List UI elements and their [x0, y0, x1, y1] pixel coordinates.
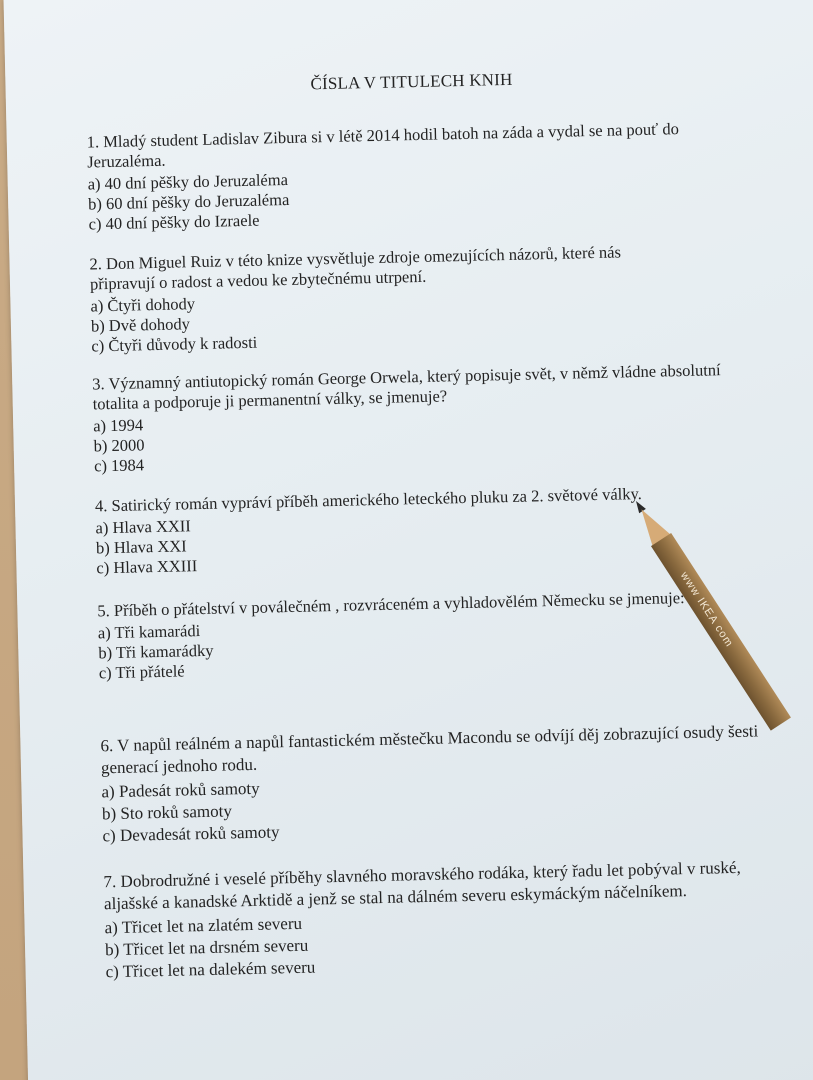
answer-option-c: c) Hlava XXIII	[96, 556, 198, 578]
question-text: 1. Mladý student Ladislav Zibura si v létě 2014 hodil batoh na záda a vydal se na pouť do Jeruzaléma.	[86, 119, 680, 172]
pencil-imprint: www IKEA com	[651, 533, 791, 731]
answer-option-b: b) Dvě dohody	[90, 314, 191, 336]
answer-option-a: a) Čtyři dohody	[90, 294, 196, 316]
answer-option-c: c) 40 dní pěšky do Izraele	[88, 210, 260, 234]
quiz-sheet	[4, 0, 813, 1080]
question-3	[92, 360, 734, 476]
question-7	[103, 856, 795, 984]
question-text: 2. Don Miguel Ruiz v této knize vysvětluje zdroje omezujících názorů, které nás připravují o radost a vedou ke zbytečnému utrpení.	[89, 242, 622, 294]
question-text: 6. V napůl reálném a napůl fantastickém městečku Macondu se odvíjí děj zobrazující osudy šesti generací jednoho rodu.	[100, 721, 759, 778]
answer-option-b: b) 60 dní pěšky do Jeruzaléma	[87, 189, 290, 214]
answer-option-a: a) Tři kamarádi	[97, 621, 201, 643]
answer-option-c: c) Třicet let na dalekém severu	[105, 957, 316, 982]
answer-option-c: c) Tři přátelé	[98, 661, 185, 683]
question-5	[97, 588, 699, 684]
answer-option-c: c) 1984	[93, 455, 145, 476]
answer-option-c: c) Čtyři důvody k radosti	[91, 332, 258, 356]
question-text: 5. Příběh o přátelství v poválečném , rozvráceném a vyhladovělém Německu se jmenuje:	[97, 588, 685, 621]
answer-option-b: b) Třicet let na drsném severu	[104, 935, 309, 960]
question-text: 7. Dobrodružné i veselé příběhy slavného moravského rodáka, který řadu let pobýval v ruské, aljašské a kanadské Arktidě a jenž se stal na dálném severu eskymáckým náčelníkem.	[103, 857, 741, 914]
answer-option-b: b) Tři kamarádky	[98, 640, 214, 663]
answer-option-c: c) Devadesát roků samoty	[102, 822, 280, 846]
answer-option-b: b) 2000	[93, 435, 145, 456]
answer-option-b: b) Hlava XXI	[95, 536, 187, 558]
question-1	[87, 119, 689, 235]
question-text: 4. Satirický román vypráví příběh amerického leteckého pluku za 2. světové války.	[94, 484, 643, 516]
answer-option-a: a) Třicet let na zlatém severu	[104, 913, 303, 938]
answer-option-a: a) Padesát roků samoty	[101, 778, 260, 802]
question-6	[100, 720, 782, 847]
answer-option-a: a) 40 dní pěšky do Jeruzaléma	[87, 169, 289, 194]
answer-option-a: a) Hlava XXII	[95, 516, 192, 538]
answer-option-a: a) 1994	[92, 415, 144, 436]
page-title: ČÍSLA V TITULECH KNIH	[310, 69, 513, 94]
question-text: 3. Významný antiutopický román George Orwela, který popisuje svět, v němž vládne absolutní totalita a podporuje ji permanentní války, se jmenuje?	[92, 360, 721, 414]
question-2	[89, 241, 691, 357]
answer-option-b: b) Sto roků samoty	[101, 801, 233, 824]
